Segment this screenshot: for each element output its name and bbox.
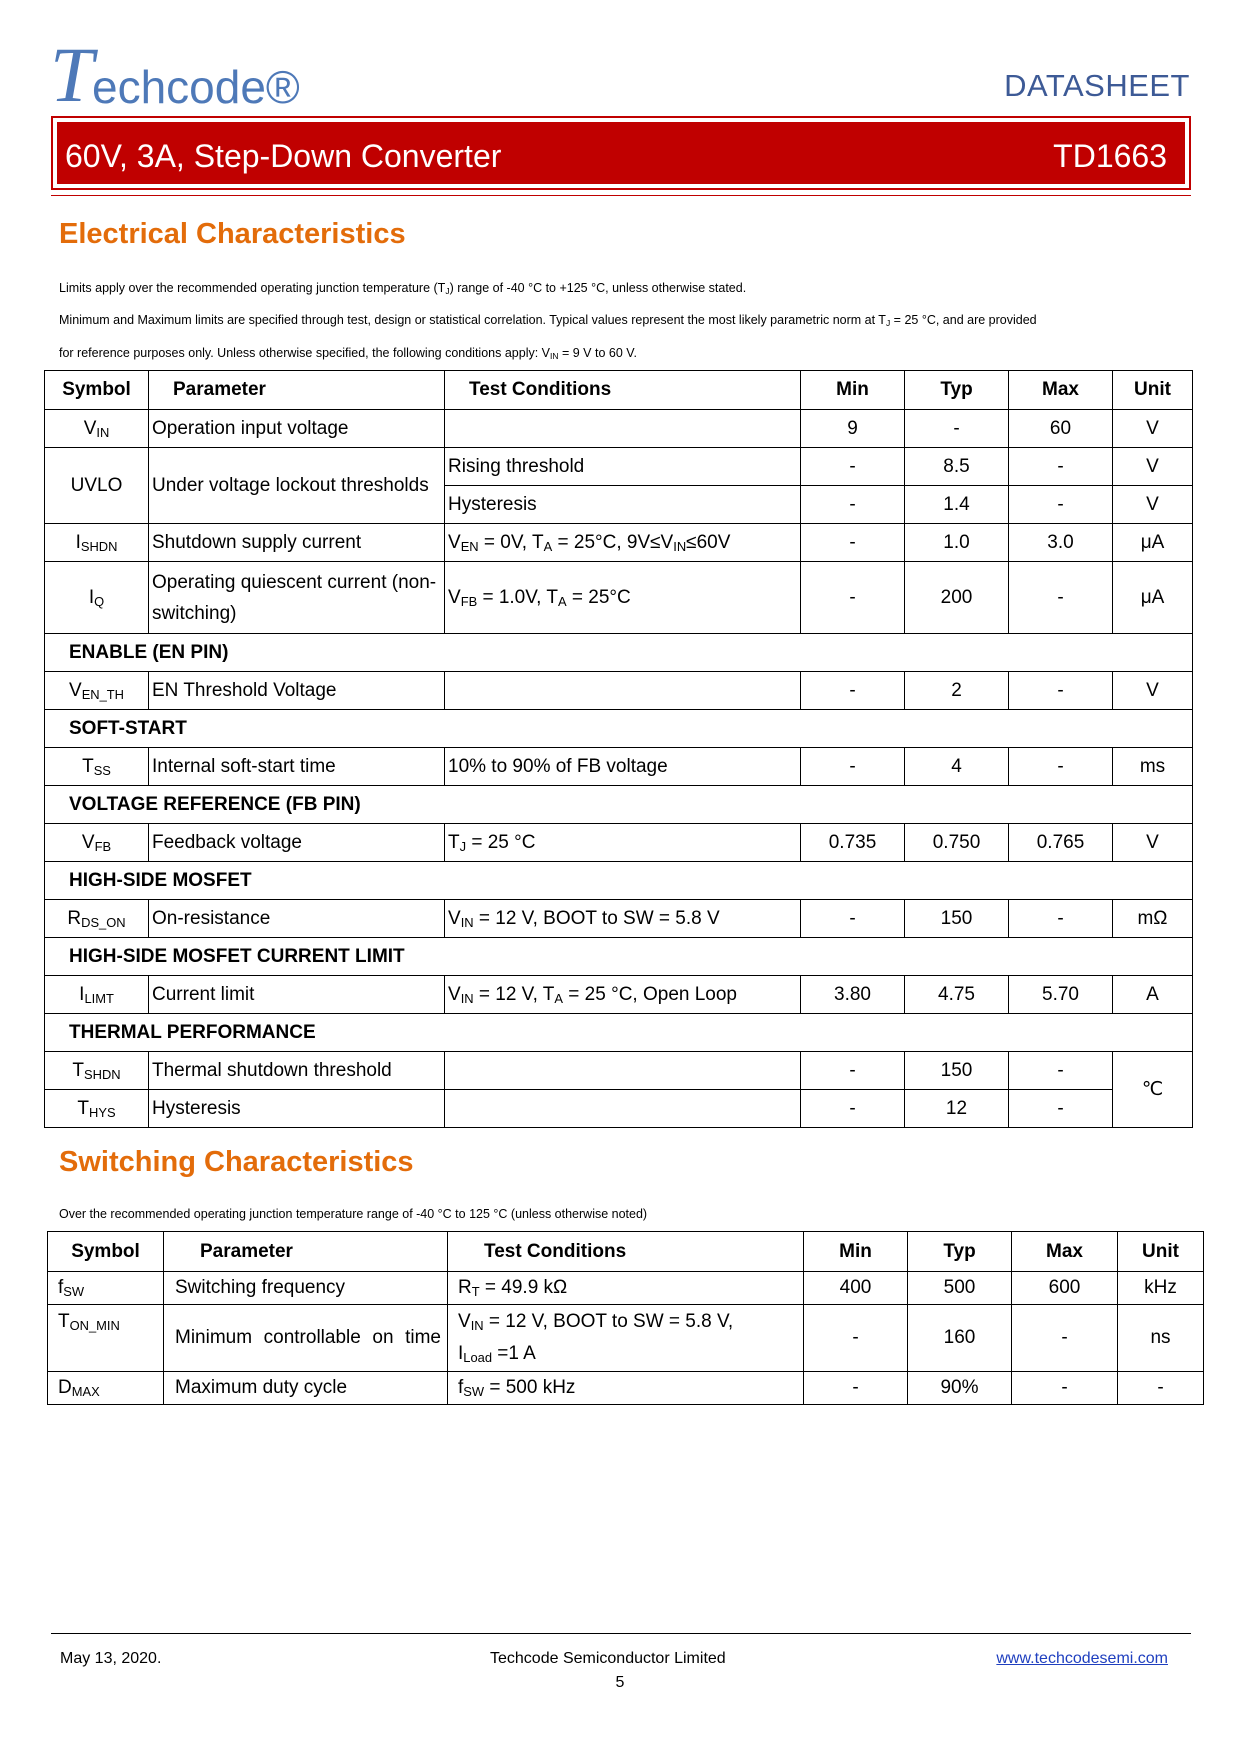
footer-date: May 13, 2020. [60, 1650, 162, 1667]
typ-cell: 4 [905, 748, 1009, 786]
electrical-heading: Electrical Characteristics [59, 218, 406, 250]
electrical-note-3: for reference purposes only. Unless otherwise specified, the following conditions apply: $V_{IN} = 9$ V to 60 V. [59, 346, 637, 362]
typ-cell: 2 [905, 672, 1009, 710]
min-cell: - [801, 486, 905, 524]
parameter-cell: Operating quiescent current (non-switching) [149, 562, 445, 634]
col-unit: Unit [1113, 371, 1193, 410]
max-cell: - [1009, 900, 1113, 938]
typ-cell: 8.5 [905, 448, 1009, 486]
max-cell: - [1009, 448, 1113, 486]
typ-cell: 150 [905, 1052, 1009, 1090]
symbol-cell: $T_{ON\_MIN}$ [48, 1305, 164, 1372]
conditions-cell: $R_T = 49.9$ kΩ [448, 1272, 804, 1305]
typ-cell: 12 [905, 1090, 1009, 1128]
unit-cell: ℃ [1113, 1052, 1193, 1128]
unit-cell: μA [1113, 524, 1193, 562]
symbol-cell: $R_{DS\_ON}$ [45, 900, 149, 938]
unit-cell: V [1113, 486, 1193, 524]
min-cell: - [801, 672, 905, 710]
table-row [45, 1052, 1193, 1090]
table-row [45, 748, 1193, 786]
unit-cell: A [1113, 976, 1193, 1014]
unit-cell: ns [1118, 1305, 1204, 1372]
typ-cell: 500 [908, 1272, 1012, 1305]
unit-cell: mΩ [1113, 900, 1193, 938]
logo-initial: T [50, 31, 94, 118]
parameter-cell: Internal soft-start time [149, 748, 445, 786]
symbol-cell: $V_{FB}$ [45, 824, 149, 862]
min-cell: - [801, 1052, 905, 1090]
section-vref: VOLTAGE REFERENCE (FB PIN) [45, 786, 1193, 824]
page-number: 5 [615, 1674, 625, 1691]
max-cell: - [1009, 1090, 1113, 1128]
max-cell: 3.0 [1009, 524, 1113, 562]
table-row [45, 824, 1193, 862]
col-typ: Typ [905, 371, 1009, 410]
typ-cell: - [905, 410, 1009, 448]
typ-cell: 150 [905, 900, 1009, 938]
min-cell: - [801, 900, 905, 938]
footer-company: Techcode Semiconductor Limited [490, 1650, 726, 1667]
max-cell: - [1009, 1052, 1113, 1090]
min-cell: - [801, 524, 905, 562]
table-header-row [48, 1232, 1204, 1272]
electrical-note-2: Minimum and Maximum limits are specified through test, design or statistical correlation. Typical values represent the most likely parametric norm at $T_J = 25$ °C, and are provided [59, 313, 1037, 329]
title-banner [51, 116, 1191, 190]
table-row [45, 672, 1193, 710]
unit-cell: V [1113, 448, 1193, 486]
document-title: 60V, 3A, Step-Down Converter [65, 138, 502, 174]
section-row [45, 938, 1193, 976]
symbol-cell: $I_{LIMT}$ [45, 976, 149, 1014]
min-cell: - [804, 1372, 908, 1405]
unit-cell: V [1113, 824, 1193, 862]
col-min: Min [804, 1232, 908, 1272]
table-row [48, 1372, 1204, 1405]
parameter-cell: On-resistance [149, 900, 445, 938]
parameter-cell: Minimum controllable on time [164, 1305, 448, 1372]
min-cell: - [804, 1305, 908, 1372]
table-row [45, 448, 1193, 486]
conditions-cell: $f_{SW} = 500$ kHz [448, 1372, 804, 1405]
table-row [45, 900, 1193, 938]
col-conditions: Test Conditions [445, 371, 801, 410]
footer-divider [51, 1633, 1191, 1634]
section-current-limit: HIGH-SIDE MOSFET CURRENT LIMIT [45, 938, 1193, 976]
max-cell: - [1009, 486, 1113, 524]
parameter-cell: Current limit [149, 976, 445, 1014]
max-cell: - [1009, 562, 1113, 634]
conditions-cell: $V_{IN} = 12$ V, BOOT to SW = 5.8 V [445, 900, 801, 938]
min-cell: 3.80 [801, 976, 905, 1014]
section-row [45, 862, 1193, 900]
electrical-table [44, 370, 1193, 1128]
section-row [45, 786, 1193, 824]
min-cell: - [801, 1090, 905, 1128]
parameter-cell: Hysteresis [149, 1090, 445, 1128]
header-divider [51, 195, 1191, 196]
typ-cell: 90% [908, 1372, 1012, 1405]
symbol-cell: $V_{IN}$ [45, 410, 149, 448]
section-softstart: SOFT-START [45, 710, 1193, 748]
symbol-cell: $I_{SHDN}$ [45, 524, 149, 562]
col-max: Max [1009, 371, 1113, 410]
conditions-cell: $V_{FB} = 1.0V$, $T_A = 25^\circ C$ [445, 562, 801, 634]
parameter-cell: Switching frequency [164, 1272, 448, 1305]
table-row [45, 1090, 1193, 1128]
symbol-cell: $f_{SW}$ [48, 1272, 164, 1305]
parameter-cell: Thermal shutdown threshold [149, 1052, 445, 1090]
table-row [48, 1305, 1204, 1372]
col-symbol: Symbol [45, 371, 149, 410]
typ-cell: 160 [908, 1305, 1012, 1372]
conditions-cell [445, 410, 801, 448]
max-cell: 60 [1009, 410, 1113, 448]
parameter-cell: Maximum duty cycle [164, 1372, 448, 1405]
min-cell: 400 [804, 1272, 908, 1305]
col-parameter: Parameter [149, 371, 445, 410]
electrical-note-1: Limits apply over the recommended operating junction temperature $(T_J)$ range of -40 °C to +125 °C, unless otherwise stated. [59, 281, 747, 297]
section-hsmos: HIGH-SIDE MOSFET [45, 862, 1193, 900]
conditions-cell: $V_{IN} = 12$ V, BOOT to SW = 5.8 V, $I_{Load} =1$ A [448, 1305, 804, 1372]
table-row [45, 410, 1193, 448]
parameter-cell: Feedback voltage [149, 824, 445, 862]
col-typ: Typ [908, 1232, 1012, 1272]
unit-cell: ms [1113, 748, 1193, 786]
symbol-cell: $V_{EN\_TH}$ [45, 672, 149, 710]
unit-cell: V [1113, 410, 1193, 448]
max-cell: 600 [1012, 1272, 1118, 1305]
col-max: Max [1012, 1232, 1118, 1272]
min-cell: - [801, 748, 905, 786]
part-number: TD1663 [1053, 138, 1167, 174]
max-cell: - [1009, 748, 1113, 786]
conditions-cell: Hysteresis [445, 486, 801, 524]
table-row [48, 1272, 1204, 1305]
symbol-cell: $I_Q$ [45, 562, 149, 634]
logo-text: echcode® [92, 61, 300, 113]
unit-cell: μA [1113, 562, 1193, 634]
table-row [45, 562, 1193, 634]
conditions-cell: Rising threshold [445, 448, 801, 486]
section-thermal: THERMAL PERFORMANCE [45, 1014, 1193, 1052]
document-type: DATASHEET [1004, 68, 1190, 103]
min-cell: - [801, 448, 905, 486]
section-row [45, 710, 1193, 748]
col-unit: Unit [1118, 1232, 1204, 1272]
max-cell: 5.70 [1009, 976, 1113, 1014]
conditions-cell: $V_{IN} = 12$ V, $T_A = 25$ °C, Open Loop [445, 976, 801, 1014]
col-symbol: Symbol [48, 1232, 164, 1272]
parameter-cell: Under voltage lockout thresholds [149, 448, 445, 524]
conditions-cell [445, 672, 801, 710]
min-cell: 0.735 [801, 824, 905, 862]
section-enable: ENABLE (EN PIN) [45, 634, 1193, 672]
col-conditions: Test Conditions [448, 1232, 804, 1272]
conditions-cell [445, 1052, 801, 1090]
min-cell: 9 [801, 410, 905, 448]
parameter-cell: EN Threshold Voltage [149, 672, 445, 710]
max-cell: - [1009, 672, 1113, 710]
footer-website-link[interactable]: www.techcodesemi.com [996, 1650, 1168, 1667]
typ-cell: 200 [905, 562, 1009, 634]
symbol-cell: $T_{SS}$ [45, 748, 149, 786]
typ-cell: 1.4 [905, 486, 1009, 524]
min-cell: - [801, 562, 905, 634]
max-cell: 0.765 [1009, 824, 1113, 862]
unit-cell: kHz [1118, 1272, 1204, 1305]
conditions-cell: 10% to 90% of FB voltage [445, 748, 801, 786]
col-min: Min [801, 371, 905, 410]
max-cell: - [1012, 1305, 1118, 1372]
symbol-cell: UVLO [45, 448, 149, 524]
parameter-cell: Shutdown supply current [149, 524, 445, 562]
symbol-cell: $T_{SHDN}$ [45, 1052, 149, 1090]
parameter-cell: Operation input voltage [149, 410, 445, 448]
symbol-cell: $T_{HYS}$ [45, 1090, 149, 1128]
typ-cell: 0.750 [905, 824, 1009, 862]
typ-cell: 4.75 [905, 976, 1009, 1014]
switching-note: Over the recommended operating junction temperature range of -40 °C to 125 °C (unless otherwise noted) [59, 1207, 648, 1221]
conditions-cell: $T_J = 25$ °C [445, 824, 801, 862]
symbol-cell: $D_{MAX}$ [48, 1372, 164, 1405]
col-parameter: Parameter [164, 1232, 448, 1272]
typ-cell: 1.0 [905, 524, 1009, 562]
table-header-row [45, 371, 1193, 410]
switching-heading: Switching Characteristics [59, 1146, 414, 1178]
conditions-cell [445, 1090, 801, 1128]
section-row [45, 634, 1193, 672]
conditions-cell: $V_{EN} = 0V$, $T_A = 25^\circ C$, $9V\le V_{IN}\le 60V$ [445, 524, 801, 562]
table-row [45, 976, 1193, 1014]
switching-table [47, 1231, 1204, 1405]
max-cell: - [1012, 1372, 1118, 1405]
unit-cell: V [1113, 672, 1193, 710]
table-row [45, 524, 1193, 562]
section-row [45, 1014, 1193, 1052]
unit-cell: - [1118, 1372, 1204, 1405]
